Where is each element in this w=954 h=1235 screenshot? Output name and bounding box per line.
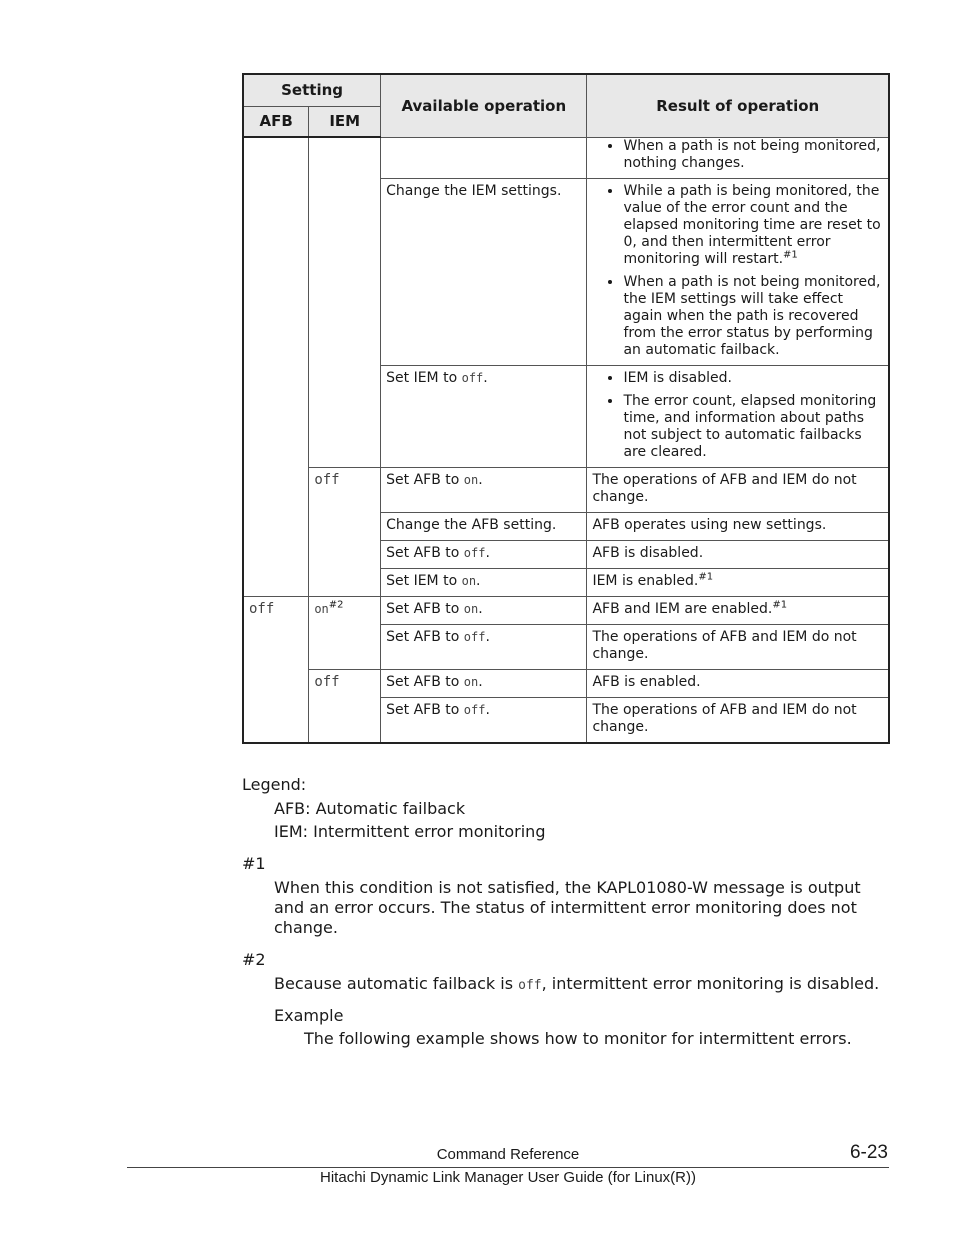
legend-iem: IEM: Intermittent error monitoring — [274, 822, 546, 841]
operation-value: on — [463, 472, 479, 487]
footnote-ref: #1 — [772, 598, 788, 610]
operation-cell — [381, 596, 587, 624]
operation-cell — [381, 365, 587, 467]
afb-header: AFB — [243, 106, 309, 137]
afb-cell — [243, 137, 309, 596]
result-cell — [587, 365, 889, 467]
operation-text: Set AFB to — [386, 471, 464, 488]
footer-book-title: Hitachi Dynamic Link Manager User Guide (for Linux(R)) — [320, 1169, 696, 1186]
iem-cell — [309, 137, 381, 467]
operation-cell — [381, 137, 587, 178]
result-cell: AFB is disabled. — [587, 540, 889, 568]
operation-value: off — [463, 629, 486, 644]
operation-cell — [381, 540, 587, 568]
list-item: • When a path is not being monitored, the IEM settings will take effect again when the path is recovered from the error status by performing an automatic failback. — [623, 274, 883, 359]
note-1-text: When this condition is not satisfied, the KAPL01080-W message is output and an error occurs. The status of intermittent error monitoring does not change. — [274, 878, 861, 937]
result-cell — [587, 568, 889, 596]
operation-suffix: . — [485, 628, 490, 645]
result-text: While a path is being monitored, the value of the error count and the elapsed monitoring time are reset to 0, and then intermittent error monitoring will restart. — [623, 182, 881, 267]
operation-text: Set AFB to — [386, 600, 464, 617]
iem-cell: off — [309, 467, 381, 596]
operation-cell: Change the IEM settings. — [381, 178, 587, 365]
operation-value: off — [463, 702, 486, 717]
result-cell: The operations of AFB and IEM do not change. — [587, 697, 889, 743]
operations-table — [242, 73, 890, 744]
operation-text: Set AFB to — [386, 701, 464, 718]
result-of-operation-header: Result of operation — [587, 74, 889, 137]
example-text: The following example shows how to monitor for intermittent errors. — [304, 1029, 852, 1048]
operation-value: on — [463, 601, 479, 616]
note-2-value: off — [518, 978, 542, 993]
afb-cell: off — [243, 596, 309, 743]
operation-text: Set IEM to — [386, 572, 462, 589]
footnote-ref: #1 — [783, 248, 798, 260]
operation-suffix: . — [478, 673, 483, 690]
table-row — [243, 137, 889, 178]
list-item: • When a path is not being monitored, nothing changes. — [623, 138, 883, 172]
operation-cell — [381, 697, 587, 743]
note-2-prefix: Because automatic failback is — [274, 974, 519, 993]
operation-suffix: . — [485, 701, 490, 718]
setting-header: Setting — [243, 74, 381, 106]
note-2-suffix: , intermittent error monitoring is disabled. — [541, 974, 880, 993]
result-text: AFB and IEM are enabled. — [592, 600, 773, 617]
iem-cell: off — [309, 669, 381, 743]
note-1-label: #1 — [242, 854, 266, 873]
list-item — [623, 183, 883, 268]
result-text: IEM is enabled. — [592, 572, 699, 589]
iem-value: on — [314, 601, 329, 616]
operation-text: Set AFB to — [386, 628, 464, 645]
operation-text: Set AFB to — [386, 673, 464, 690]
operation-suffix: . — [478, 471, 483, 488]
list-item: • IEM is disabled. — [623, 370, 883, 387]
table-row — [243, 669, 889, 697]
result-cell — [587, 137, 889, 178]
operation-suffix: . — [478, 600, 483, 617]
list-item: • The error count, elapsed monitoring time, and information about paths not subject to automatic failbacks are cleared. — [623, 393, 883, 461]
operation-cell: Change the AFB setting. — [381, 512, 587, 540]
footnote-ref: #2 — [328, 598, 344, 610]
legend-section — [242, 775, 892, 1049]
operation-cell — [381, 568, 587, 596]
operation-suffix: . — [485, 544, 490, 561]
page-number: 6-23 — [849, 1142, 888, 1163]
result-cell: The operations of AFB and IEM do not change. — [587, 624, 889, 669]
iem-header: IEM — [309, 106, 381, 137]
iem-cell — [309, 596, 381, 669]
operation-text: Set IEM to — [386, 369, 462, 386]
result-cell: The operations of AFB and IEM do not change. — [587, 467, 889, 512]
footer-section-title: Command Reference — [436, 1146, 580, 1163]
table-row — [243, 596, 889, 624]
note-2-label: #2 — [242, 950, 266, 969]
legend-afb: AFB: Automatic failback — [274, 799, 466, 818]
operation-value: on — [461, 573, 477, 588]
available-operation-header: Available operation — [381, 74, 587, 137]
result-cell: AFB is enabled. — [587, 669, 889, 697]
operation-value: off — [463, 545, 486, 560]
result-cell — [587, 596, 889, 624]
operation-cell — [381, 624, 587, 669]
operation-value: on — [463, 674, 479, 689]
legend-title: Legend: — [242, 775, 307, 794]
operation-value: off — [461, 370, 484, 385]
result-cell: AFB operates using new settings. — [587, 512, 889, 540]
note-2-text — [242, 974, 892, 996]
operation-text: Set AFB to — [386, 544, 464, 561]
footnote-ref: #1 — [698, 570, 714, 582]
operation-suffix: . — [483, 369, 488, 386]
footer-divider — [127, 1167, 889, 1168]
operation-cell — [381, 467, 587, 512]
example-label: Example — [274, 1006, 344, 1025]
table-row — [243, 467, 889, 512]
operation-cell — [381, 669, 587, 697]
operation-suffix: . — [476, 572, 481, 589]
result-cell — [587, 178, 889, 365]
